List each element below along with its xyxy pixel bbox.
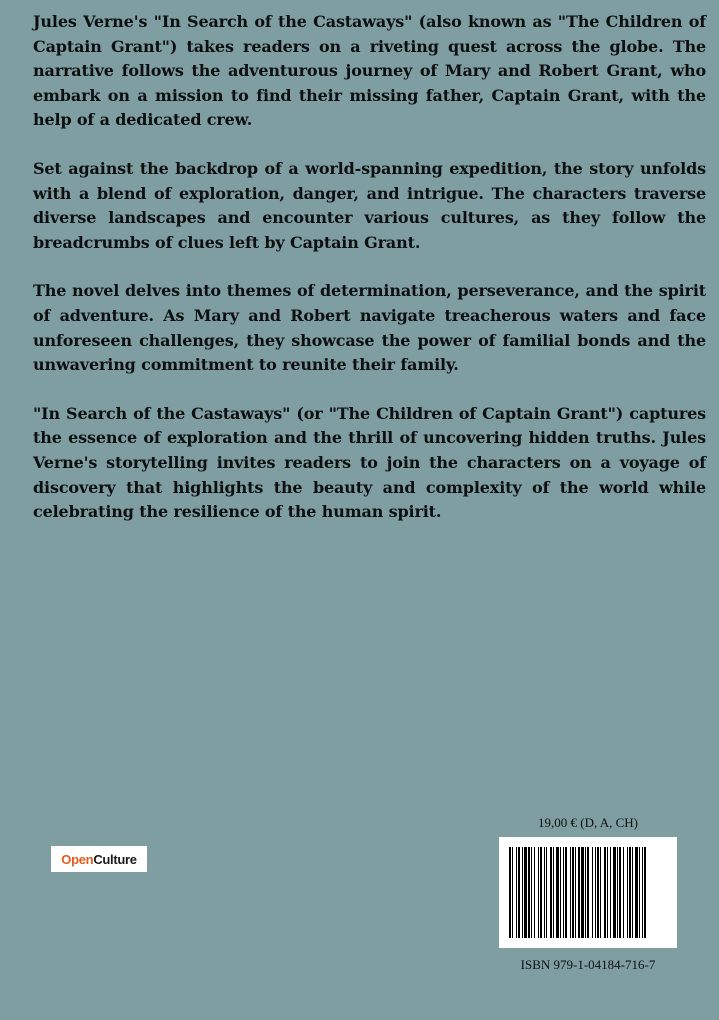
barcode-bars xyxy=(509,847,667,938)
barcode-bar xyxy=(560,847,561,938)
barcode-bar xyxy=(610,847,611,938)
logo-open-text: Open xyxy=(61,851,94,867)
barcode-bar xyxy=(518,847,520,938)
barcode-bar xyxy=(534,847,535,938)
barcode-bar xyxy=(538,847,539,938)
barcode-bar xyxy=(627,847,628,938)
isbn-label: ISBN 979-1-04184-716-7 xyxy=(520,957,656,972)
barcode-bar xyxy=(604,847,606,938)
barcode-bar xyxy=(565,847,567,938)
barcode-bar xyxy=(528,847,530,938)
barcode-bar xyxy=(629,847,631,938)
barcode-bar xyxy=(619,847,621,938)
barcode-bar xyxy=(509,847,511,938)
barcode-bar xyxy=(570,847,571,938)
barcode-bar xyxy=(550,847,552,938)
barcode-bar xyxy=(597,847,599,938)
barcode-bar xyxy=(572,847,574,938)
barcode-bar xyxy=(546,847,547,938)
barcode-bar xyxy=(563,847,564,938)
barcode-bar xyxy=(553,847,554,938)
blurb-paragraph-3: The novel delves into themes of determination, perseverance, and the spirit of adventure. As Mary and Robert navigate treacherous waters and face unforeseen challenges, they showcase the power of familial bonds and the unwavering commitment to reunite their family. xyxy=(33,281,706,375)
blurb-paragraph-1: Jules Verne's "In Search of the Castaways" (also known as "The Children of Captain Grant") takes readers on a riveting quest across the globe. The narrative follows the adventurous journey of Mary and Robert Grant, who embark on a mission to find their missing father, Captain Grant, with the help of a dedicated crew. xyxy=(33,12,706,130)
barcode xyxy=(499,837,677,948)
barcode-bar xyxy=(617,847,618,938)
barcode-bar xyxy=(512,847,513,938)
blurb-paragraph-4: "In Search of the Castaways" (or "The Children of Captain Grant") captures the essence of exploration and the thrill of uncovering hidden truths. Jules Verne's storytelling invites readers to join the characters on a voyage of discovery that highlights the beauty and complexity of the world while celebrating the resilience of the human spirit. xyxy=(33,403,706,522)
barcode-bar xyxy=(522,847,523,938)
barcode-bar xyxy=(544,847,545,938)
price-label: 19,00 € (D, A, CH) xyxy=(537,815,639,830)
barcode-bar xyxy=(585,847,586,938)
publisher-logo xyxy=(51,846,147,872)
barcode-bar xyxy=(600,847,601,938)
barcode-bar xyxy=(575,847,576,938)
barcode-bar xyxy=(524,847,527,938)
barcode-bar xyxy=(635,847,638,938)
barcode-bar xyxy=(592,847,593,938)
barcode-bar xyxy=(642,847,643,938)
barcode-bar xyxy=(540,847,542,938)
barcode-bar xyxy=(595,847,596,938)
barcode-bar xyxy=(556,847,559,938)
barcode-bar xyxy=(644,847,646,938)
barcode-bar xyxy=(613,847,616,938)
blurb-text xyxy=(33,10,706,549)
blurb-paragraph-2: Set against the backdrop of a world-spanning expedition, the story unfolds with a blend of exploration, danger, and intrigue. The characters traverse diverse landscapes and encounter various cultures, as they follow the breadcrumbs of clues left by Captain Grant. xyxy=(33,158,706,252)
barcode-bar xyxy=(623,847,624,938)
barcode-bar xyxy=(531,847,532,938)
barcode-bar xyxy=(607,847,608,938)
logo-culture-text: Culture xyxy=(93,851,137,867)
barcode-bar xyxy=(587,847,589,938)
barcode-bar xyxy=(581,847,584,938)
barcode-bar xyxy=(516,847,517,938)
barcode-bar xyxy=(632,847,633,938)
barcode-bar xyxy=(639,847,640,938)
barcode-bar xyxy=(578,847,580,938)
